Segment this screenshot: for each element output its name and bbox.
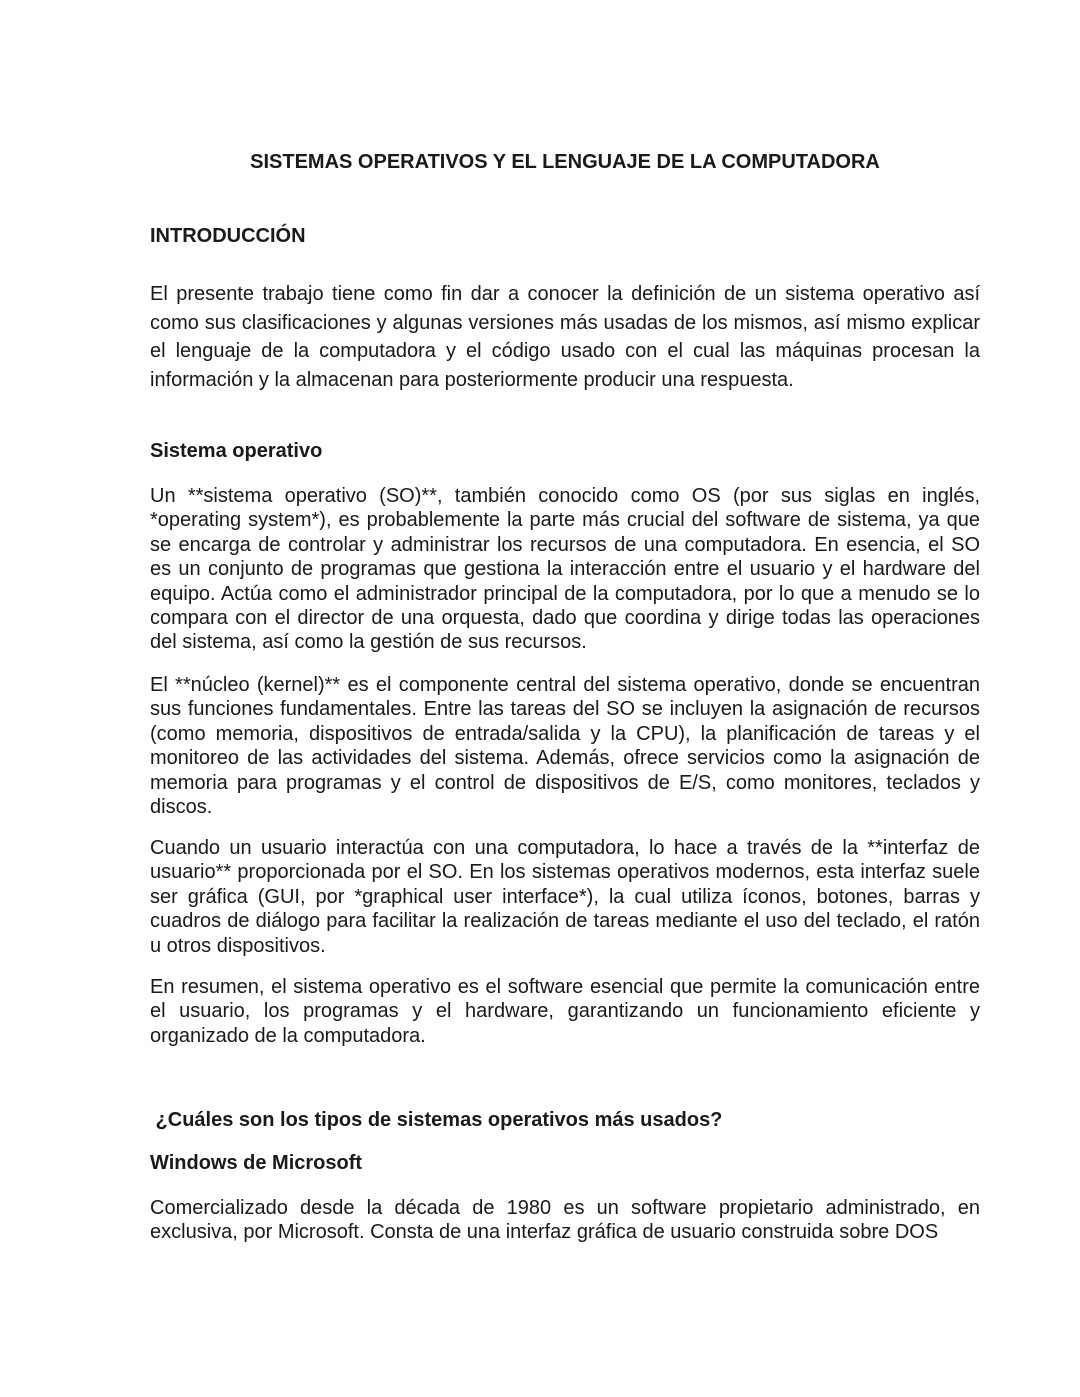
intro-paragraph: El presente trabajo tiene como fin dar a conocer la definición de un sistema operativo así como sus clasificaciones y algunas versiones más usadas de los mismos, así mismo explicar el lenguaje de la computadora y el código usado con el cual las máquinas procesan la información y la almacenan para posteriormente producir una respuesta. — [150, 283, 980, 391]
types-heading: ¿Cuáles son los tipos de sistemas operativos más usados? — [150, 1109, 723, 1131]
os-paragraph-2: El **núcleo (kernel)** es el componente central del sistema operativo, donde se encuentran sus funciones fundamentales. Entre las tareas del SO se incluyen la asignación de recursos (como memoria, dispositivos de entrada/salida y la CPU), la planificación de tareas y el monitoreo de las actividades del sistema. Además, ofrece servicios como la asignación de memoria para programas y el control de dispositivos de E/S, como monitores, teclados y discos. — [150, 674, 980, 819]
document-title: SISTEMAS OPERATIVOS Y EL LENGUAJE DE LA COMPUTADORA — [250, 151, 880, 173]
intro-heading: INTRODUCCIÓN — [150, 225, 306, 247]
section-os-heading: Sistema operativo — [150, 440, 323, 462]
os-paragraph-1: Un **sistema operativo (SO)**, también conocido como OS (por sus siglas en inglés, *operating system*), es probablemente la parte más crucial del software de sistema, ya que se encarga de controlar y administrar los recursos de una computadora. En esencia, el SO es un conjunto de programas que gestiona la interacción entre el usuario y el hardware del equipo. Actúa como el administrador principal de la computadora, por lo que a menudo se lo compara con el director de una orquesta, dado que coordina y dirige todas las operaciones del sistema, así como la gestión de sus recursos. — [150, 485, 980, 654]
windows-paragraph: Comercializado desde la década de 1980 es un software propietario administrado, en exclusiva, por Microsoft. Consta de una interfaz gráfica de usuario construida sobre DOS — [150, 1197, 980, 1244]
windows-heading: Windows de Microsoft — [150, 1152, 363, 1174]
os-paragraph-4: En resumen, el sistema operativo es el software esencial que permite la comunicación entre el usuario, los programas y el hardware, garantizando un funcionamiento eficiente y organizado de la computadora. — [150, 976, 980, 1047]
os-paragraph-3: Cuando un usuario interactúa con una computadora, lo hace a través de la **interfaz de usuario** proporcionada por el SO. En los sistemas operativos modernos, esta interfaz suele ser gráfica (GUI, por *graphical user interface*), la cual utiliza íconos, botones, barras y cuadros de diálogo para facilitar la realización de tareas mediante el uso del teclado, el ratón u otros dispositivos. — [150, 837, 980, 957]
